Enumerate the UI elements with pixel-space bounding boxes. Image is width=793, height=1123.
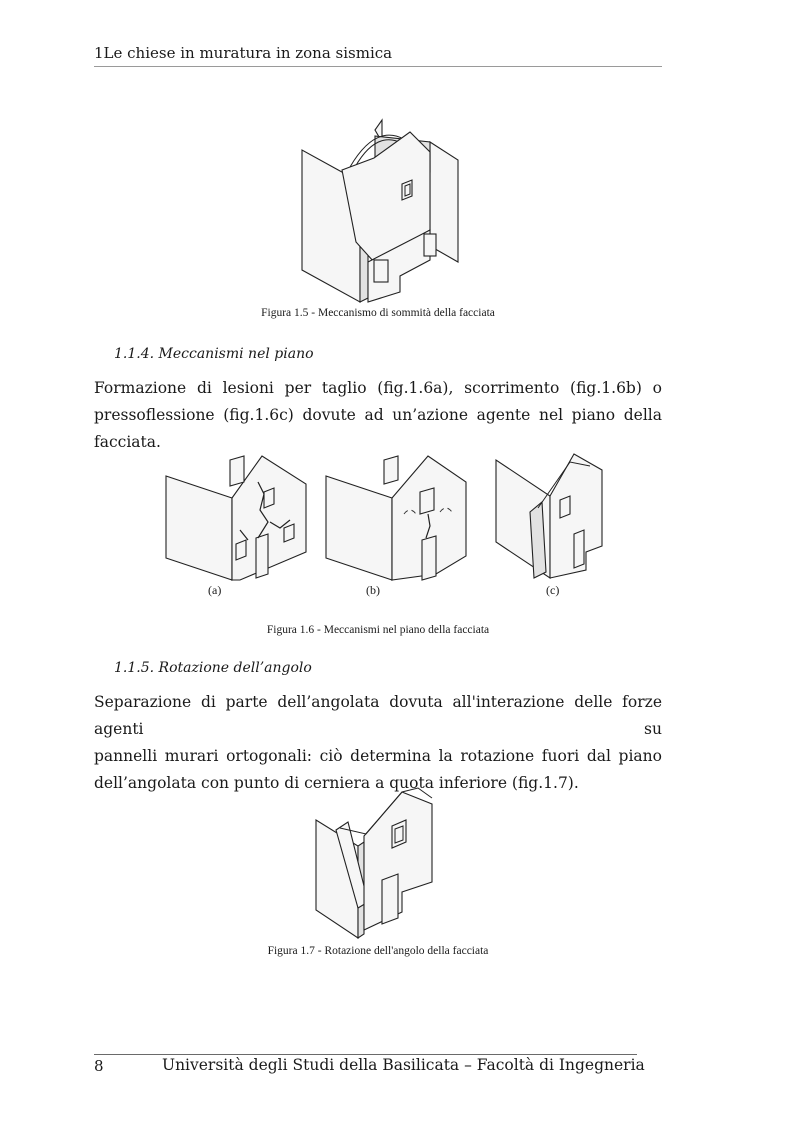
- figure-1-7-drawing: [308, 780, 443, 940]
- figure-1-6a-drawing: [160, 452, 310, 582]
- figure-1-6b-drawing: [320, 452, 470, 582]
- section-heading-1-1-5: 1.1.5. Rotazione dell’angolo: [114, 660, 312, 676]
- paragraph-line: Formazione di lesioni per taglio (fig.1.6a), scorrimento (fig.1.6b) o: [94, 379, 662, 397]
- footer-divider: [94, 1054, 637, 1055]
- figure-1-6-caption: Figura 1.6 - Meccanismi nel piano della facciata: [266, 624, 490, 636]
- figure-1-6b-label: (b): [366, 583, 380, 597]
- paragraph-line: pannelli murari ortogonali: ciò determina la rotazione fuori dal piano: [94, 747, 662, 765]
- figure-1-5-caption: Figura 1.5 - Meccanismo di sommità della facciata: [261, 307, 495, 319]
- footer-text: Università degli Studi della Basilicata – Facoltà di Ingegneria: [162, 1056, 645, 1074]
- paragraph-line: pressoflessione (fig.1.6c) dovute ad un’azione agente nel piano della facciata.: [94, 406, 662, 451]
- figure-1-5-drawing: [290, 112, 470, 307]
- paragraph-line: Separazione di parte dell’angolata dovuta all'interazione delle forze agenti su: [94, 693, 662, 738]
- figure-1-6a-label: (a): [208, 583, 222, 597]
- paragraph-line: dell’angolata con punto di cerniera a quota inferiore (fig.1.7).: [94, 774, 579, 792]
- section-heading-1-1-4: 1.1.4. Meccanismi nel piano: [114, 346, 314, 362]
- figure-1-6c-label: (c): [546, 583, 560, 597]
- paragraph-1-1-4: [94, 375, 662, 456]
- figure-1-6c-drawing: [490, 452, 610, 582]
- running-header: 1Le chiese in muratura in zona sismica: [94, 44, 662, 67]
- figure-1-7-caption: Figura 1.7 - Rotazione dell'angolo della facciata: [267, 945, 489, 957]
- page-number: 8: [94, 1057, 104, 1075]
